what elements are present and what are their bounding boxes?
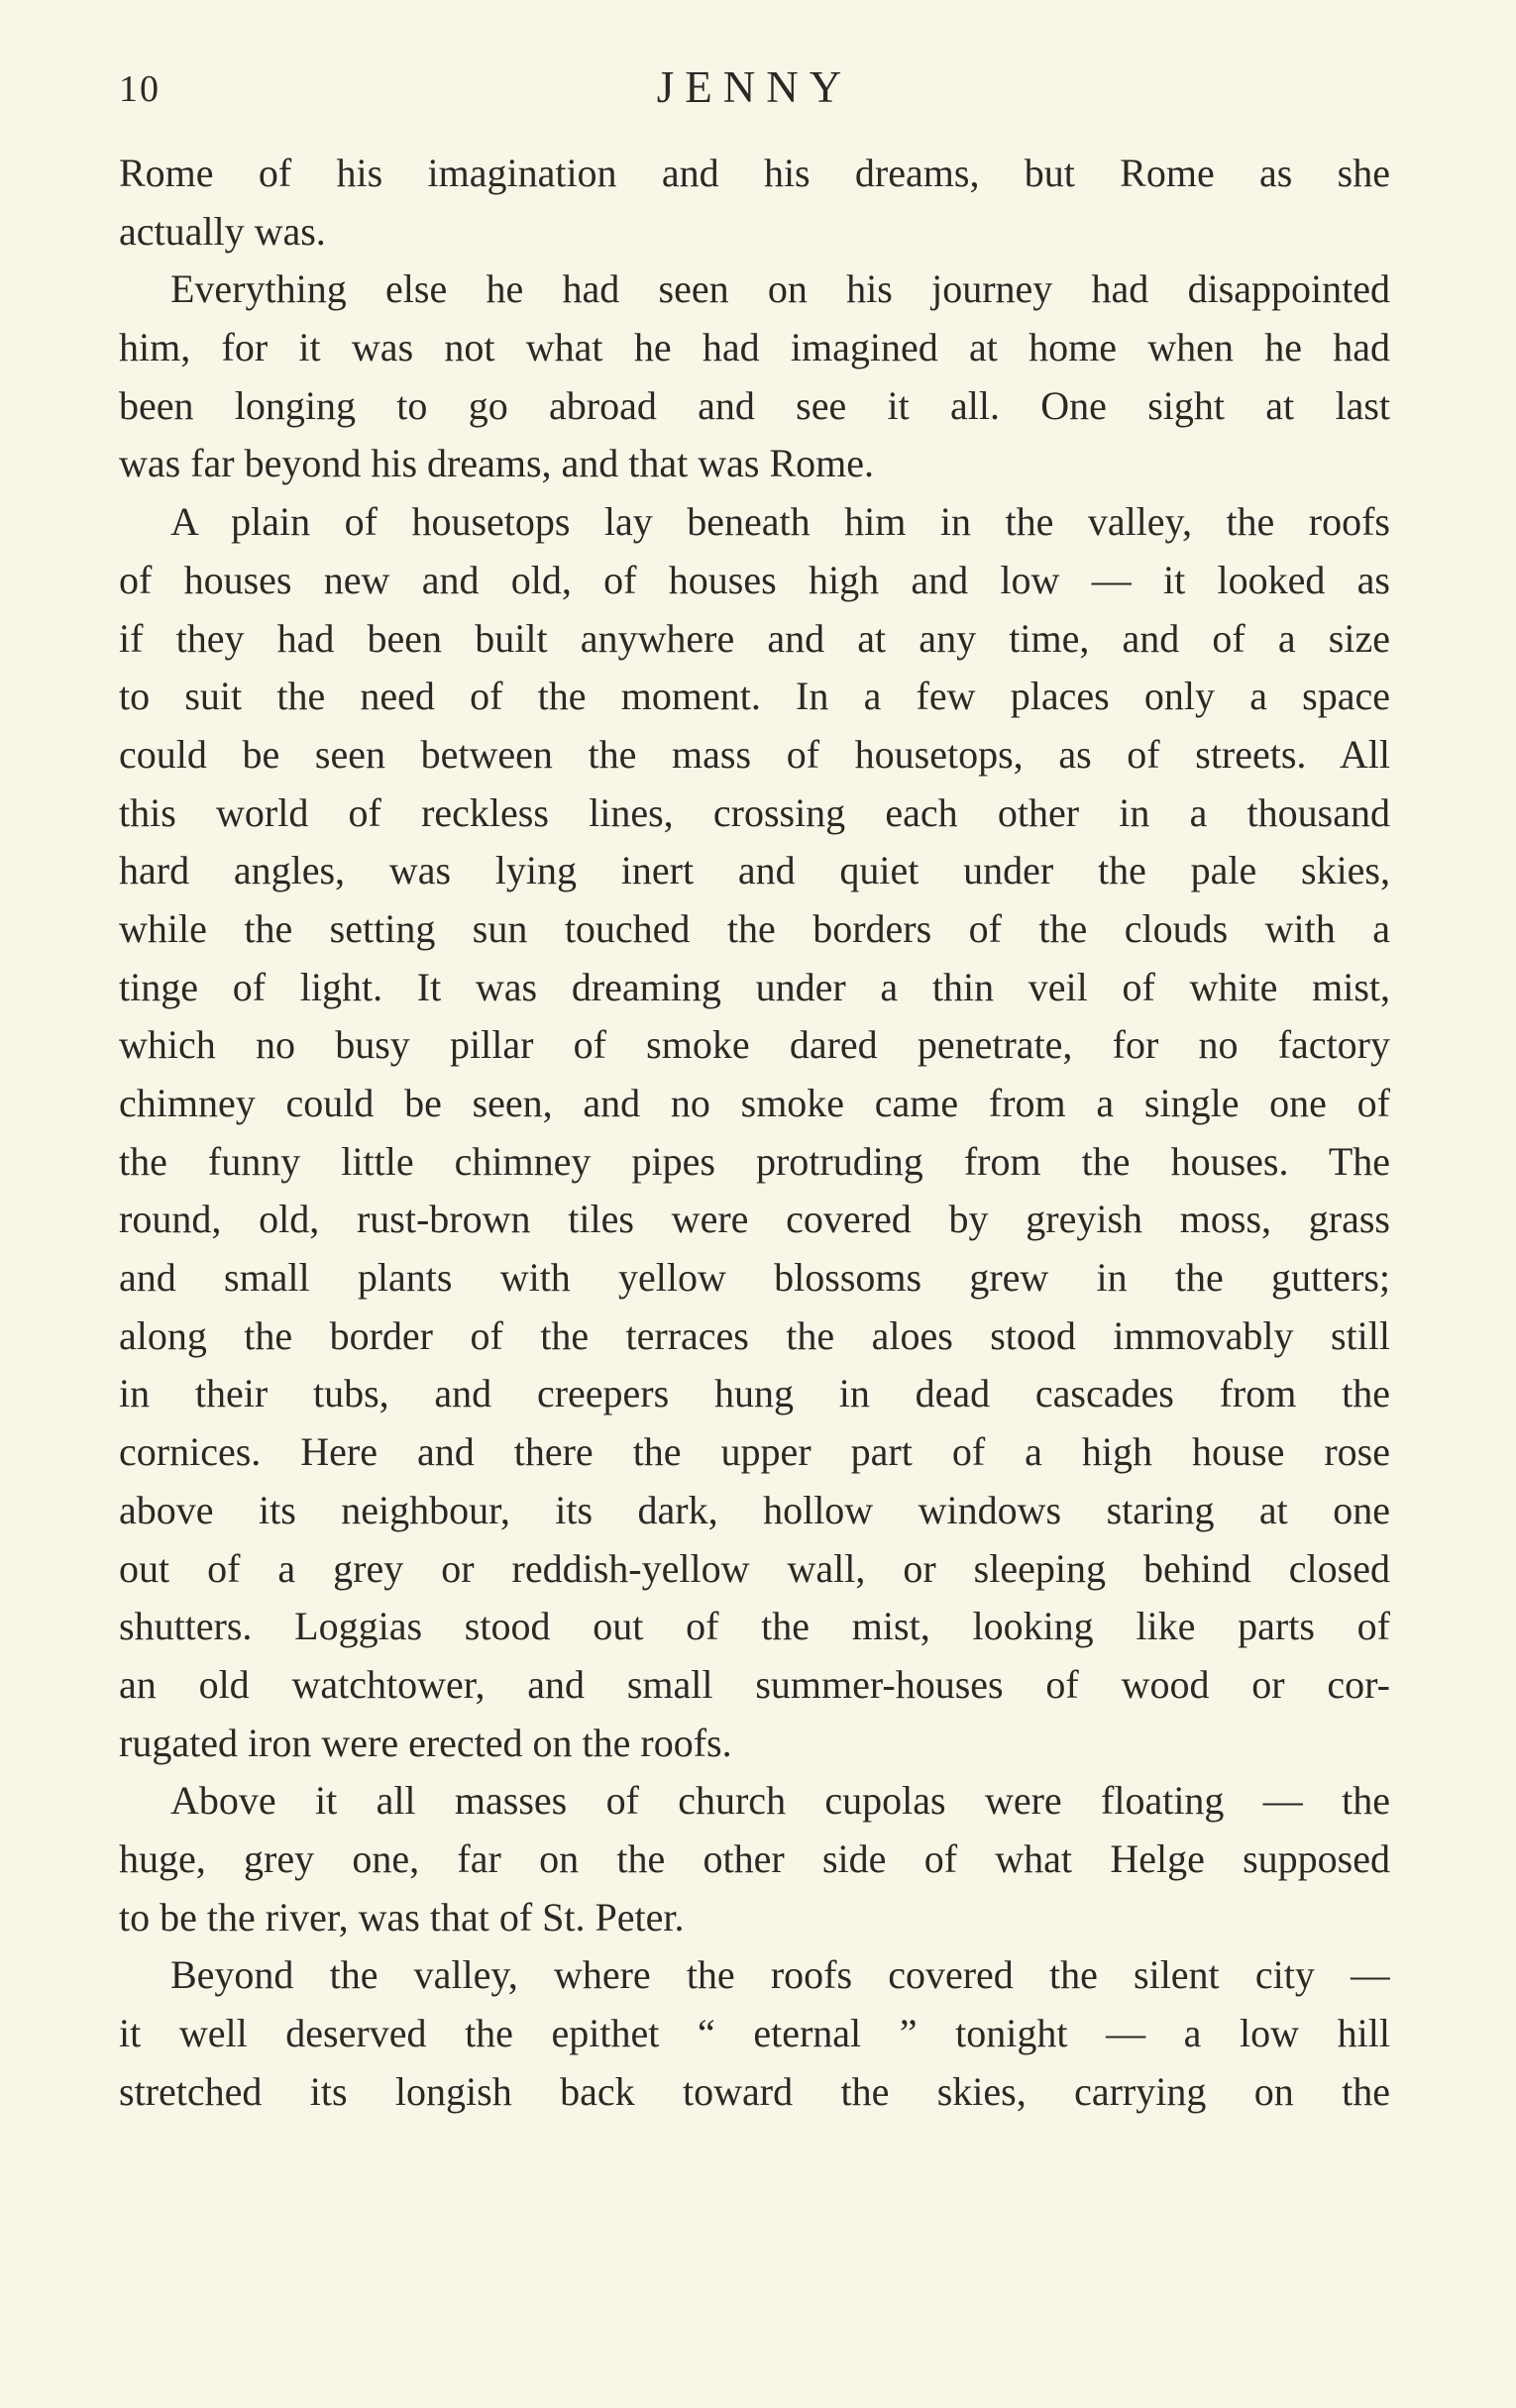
text-line: cornices. Here and there the upper part of a high house rose (119, 1429, 1390, 1475)
running-title: JENNY (656, 62, 853, 112)
text-line: it well deserved the epithet “ eternal ” tonight — a low hill (119, 2011, 1390, 2055)
text-line: Everything else he had seen on his journey had disappointed (170, 266, 1390, 312)
page-number: 10 (119, 68, 161, 110)
text-line: round, old, rust-brown tiles were covered by greyish moss, grass (119, 1197, 1390, 1242)
text-line: could be seen between the mass of housetops, as of streets. All (119, 731, 1390, 777)
text-line: above its neighbour, its dark, hollow windows staring at one (119, 1487, 1390, 1532)
text-line: along the border of the terraces the aloes stood immovably still (119, 1312, 1390, 1358)
text-line: him, for it was not what he had imagined at home when he had (119, 325, 1390, 370)
text-line: which no busy pillar of smoke dared penetrate, for no factory (119, 1022, 1390, 1068)
text-line: stretched its longish back toward the skies, carrying on the (119, 2068, 1390, 2114)
text-line: hard angles, was lying inert and quiet under the pale skies, (119, 848, 1390, 893)
text-line: rugated iron were erected on the roofs. (119, 1720, 732, 1765)
text-line: the funny little chimney pipes protruding from the houses. The (119, 1138, 1390, 1184)
text-line: Above it all masses of church cupolas were floating — the (170, 1778, 1390, 1824)
text-line: been longing to go abroad and see it all. One sight at last (119, 382, 1390, 428)
text-line: chimney could be seen, and no smoke came from a single one of (119, 1081, 1390, 1125)
text-line: this world of reckless lines, crossing each other in a thousand (119, 789, 1390, 835)
text-line: A plain of housetops lay beneath him in the valley, the roofs (170, 499, 1390, 545)
text-line: and small plants with yellow blossoms grew in the gutters; (119, 1255, 1390, 1301)
text-line: Beyond the valley, where the roofs covered the silent city — (170, 1952, 1390, 1998)
running-head (119, 61, 1390, 131)
text-line: huge, grey one, far on the other side of what Helge supposed (119, 1835, 1390, 1881)
text-line: an old watchtower, and small summer-houses of wood or cor- (119, 1661, 1390, 1707)
body-text (119, 145, 1390, 2121)
text-line: of houses new and old, of houses high and low — it looked as (119, 557, 1390, 602)
text-line: actually was. (119, 208, 326, 254)
text-line: was far beyond his dreams, and that was Rome. (119, 441, 875, 486)
text-line: if they had been built anywhere and at any time, and of a size (119, 615, 1390, 661)
text-line: to suit the need of the moment. In a few places only a space (119, 674, 1390, 719)
text-line: while the setting sun touched the borders of the clouds with a (119, 905, 1390, 951)
text-line: to be the river, was that of St. Peter. (119, 1894, 685, 1939)
text-line: tinge of light. It was dreaming under a thin veil of white mist, (119, 964, 1390, 1009)
text-line: in their tubs, and creepers hung in dead cascades from the (119, 1371, 1390, 1416)
text-line: shutters. Loggias stood out of the mist, looking like parts of (119, 1604, 1390, 1649)
text-line: out of a grey or reddish-yellow wall, or sleeping behind closed (119, 1545, 1390, 1591)
text-line: Rome of his imagination and his dreams, but Rome as she (119, 151, 1390, 195)
